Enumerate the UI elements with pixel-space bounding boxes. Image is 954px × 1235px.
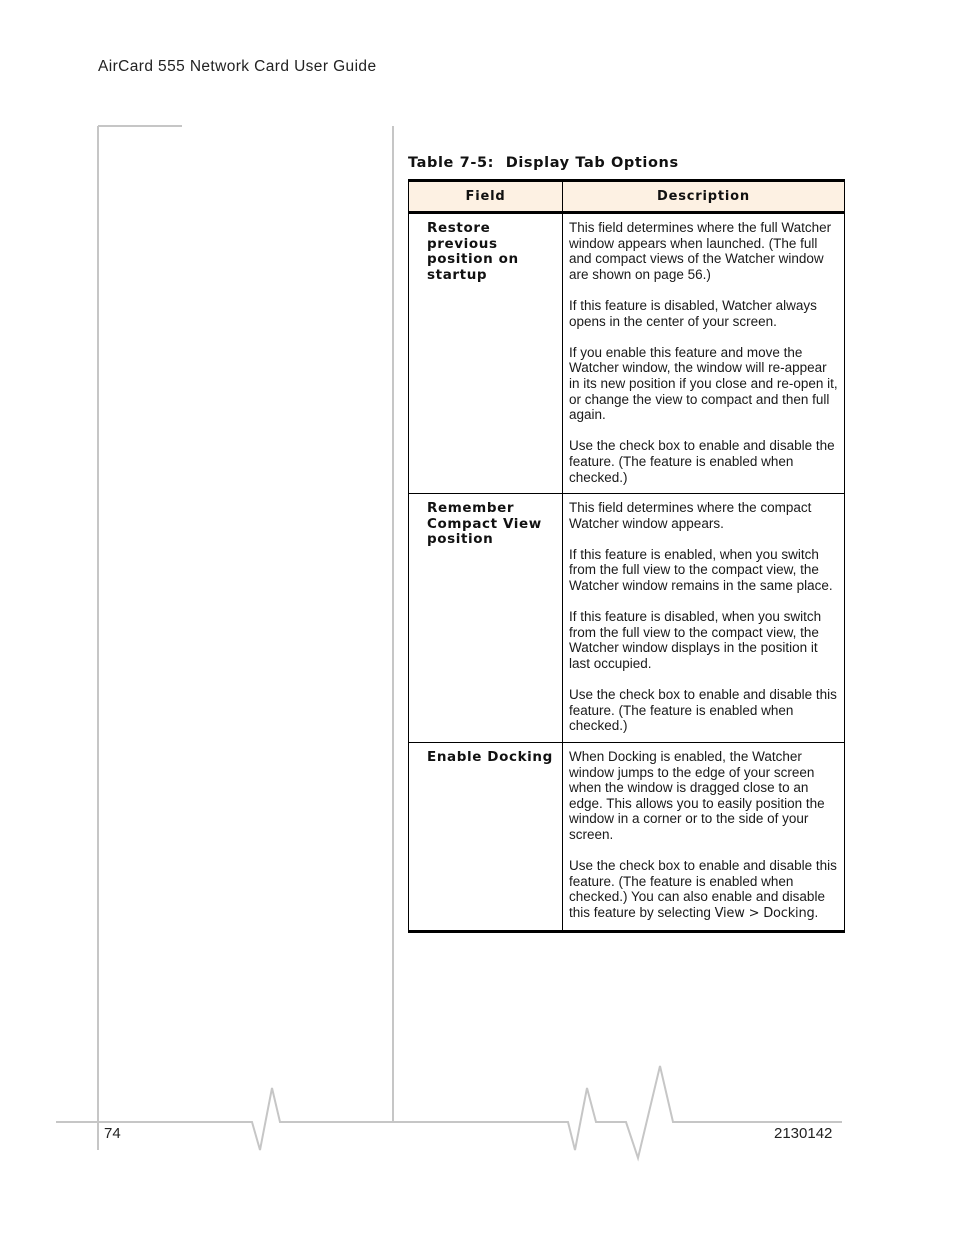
description-column-header: Description xyxy=(563,181,845,213)
running-header: AirCard 555 Network Card User Guide xyxy=(98,58,377,75)
description-paragraph: This field determines where the compact Watcher window appears. xyxy=(569,500,812,531)
description-paragraph xyxy=(569,858,838,921)
table-row xyxy=(409,494,845,743)
table-row xyxy=(409,743,845,932)
table-caption-number: Table 7-5: xyxy=(408,155,495,171)
description-text: Use the check box to enable and disable this feature. (The feature is enabled when checked.) You can also enable and disable this feature by selecting xyxy=(569,858,837,920)
table-caption-title: Display Tab Options xyxy=(505,155,679,171)
display-tab-options-table xyxy=(408,179,845,933)
table-row xyxy=(409,213,845,494)
field-cell: Remember Compact View position xyxy=(409,494,563,743)
description-paragraph: If this feature is enabled, when you switch from the full view to the compact view, the Watcher window remains in the same place. xyxy=(569,546,833,594)
description-paragraph: When Docking is enabled, the Watcher window jumps to the edge of your screen when the window is dragged close to an edge. This allows you to easily position the window in a corner or to the side of your screen. xyxy=(569,749,825,842)
description-cell xyxy=(563,494,845,743)
menu-path-reference: View > Docking xyxy=(714,905,815,921)
field-cell: Enable Docking xyxy=(409,743,563,932)
document-number: 2130142 xyxy=(774,1125,833,1142)
footer-pulse-line xyxy=(56,1066,842,1158)
description-text-end: . xyxy=(814,904,819,920)
description-paragraph: If you enable this feature and move the Watcher window, the window will re-appear in its new position if you close and re-open it, or change the view to compact and then full again. xyxy=(569,344,838,423)
description-paragraph: If this feature is disabled, when you switch from the full view to the compact view, the Watcher window displays in the position it last occupied. xyxy=(569,609,822,672)
description-paragraph: If this feature is disabled, Watcher always opens in the center of your screen. xyxy=(569,297,817,329)
table-header-row xyxy=(409,181,845,213)
table-caption xyxy=(408,155,679,171)
description-paragraph: Use the check box to enable and disable the feature. (The feature is enabled when checked.) xyxy=(569,438,835,485)
page-number: 74 xyxy=(104,1125,121,1142)
description-cell xyxy=(563,743,845,932)
description-cell xyxy=(563,213,845,494)
field-column-header: Field xyxy=(409,181,563,213)
description-paragraph: Use the check box to enable and disable this feature. (The feature is enabled when checked.) xyxy=(569,687,837,734)
description-paragraph: This field determines where the full Watcher window appears when launched. (The full and compact views of the Watcher window are shown on page 56.) xyxy=(569,220,832,282)
field-cell: Restore previous position on startup xyxy=(409,213,563,494)
